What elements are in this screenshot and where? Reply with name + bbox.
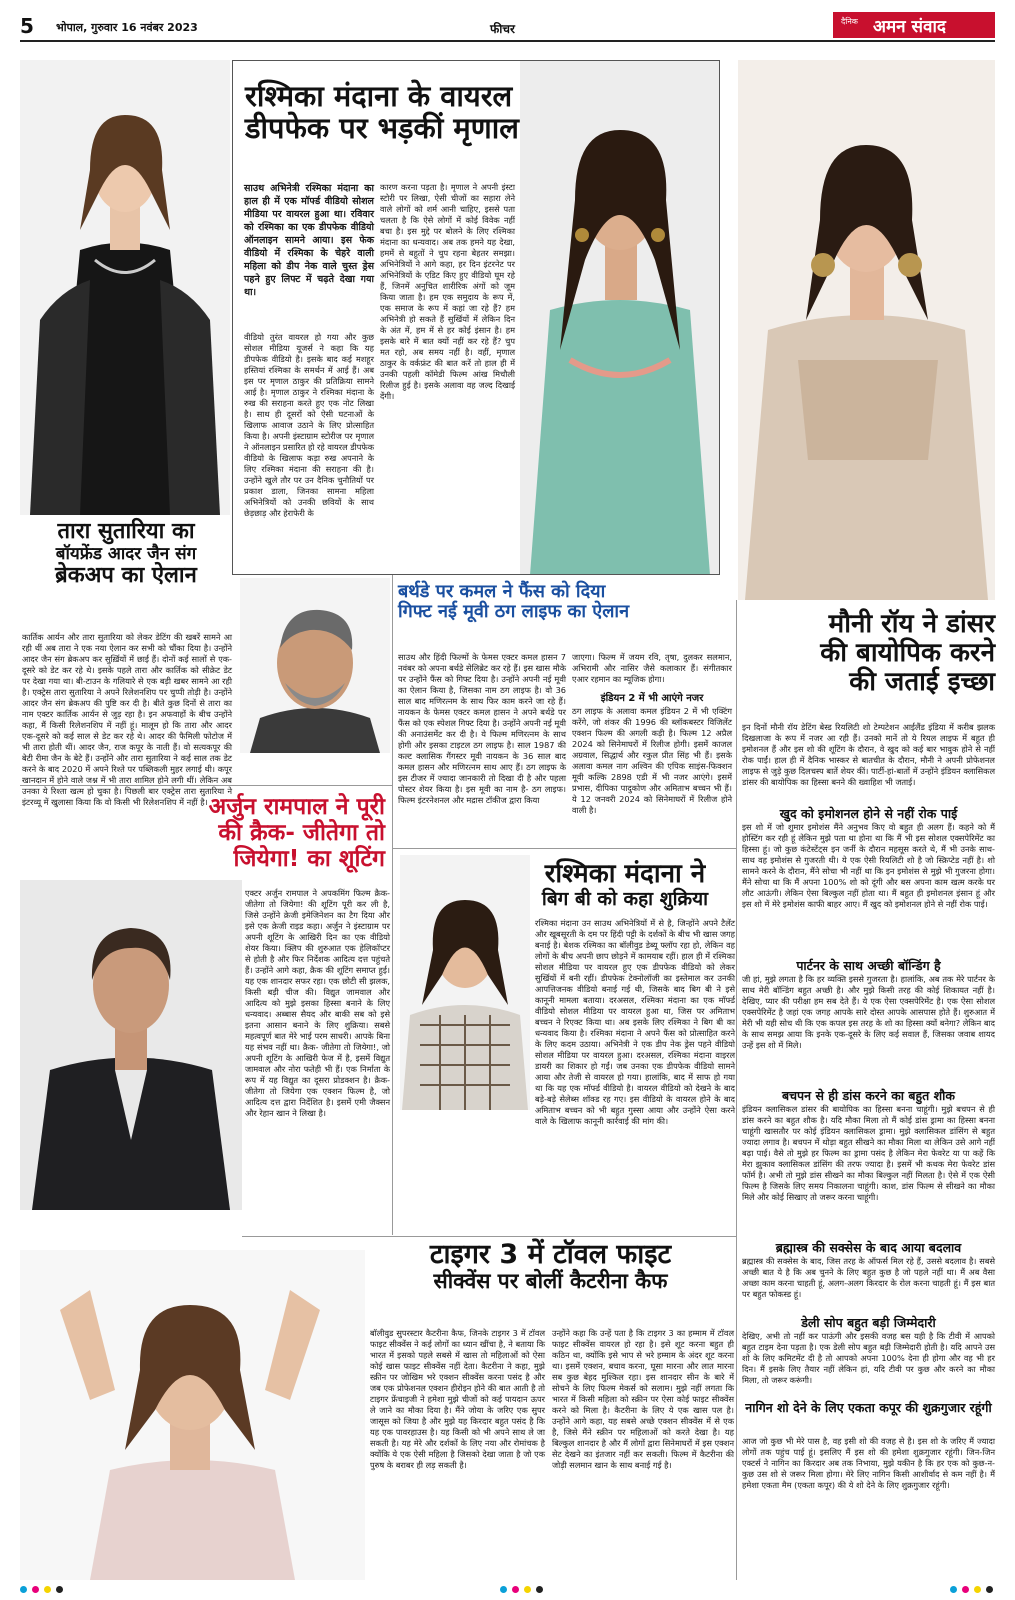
mrunal-column-1: वीडियो तुरंत वायरल हो गया और कुछ सोशल मीडिया यूजर्स ने कहा कि यह डीपफेक वीडियो है। इसके बाद कई मशहूर हस्तियां रश्मिका के समर्थन में आई हैं। अब इस पर मृणाल ठाकुर की प्रतिक्रिया सामने आई है। मृणाल ठाकुर ने रश्मिका मंदाना के रुख की सराहना करते हुए एक नोट लिखा है। साथ ही दूसरों को ऐसी घटनाओं के खिलाफ आवाज उठाने के लिए प्रोत्साहित किया है। अपनी इंस्टाग्राम स्टोरीज पर मृणाल ने ऑनलाइन प्रसारित हो रहे वायरल डीपफेक वीडियो के खिलाफ कड़ा रुख अपनाने के लिए रश्मिका मंदाना की सराहना की है। उन्होंने खुले तौर पर उन दैनिक चुनौतियों पर प्रकाश डाला, जिनका सामना महिला अभिनेत्रियों को उनकी छवियों के साथ छेड़छाड़ और हेराफेरी के	[244, 332, 375, 518]
mouni-subheading-2: पार्टनर के साथ अच्छी बॉन्डिंग है	[796, 958, 941, 973]
headline-arjun-line3: जियेगा! का शूटिंग	[233, 845, 385, 872]
mouni-intro: इन दिनों मौनी रॉय डेटिंग बेस्ड रियलिटी शो टेम्पटेशन आईलैंड इंडिया में करीब झलक दिखलाजा के रूप में नजर आ रही हैं। उनको मानें तो ये रियल लाइफ में बहुत ही इमोशनल हैं और इस शो की शूटिंग के दौरान, वे खुद को कई बार भावुक होने से नहीं रोक पाईं। हाल ही में दैनिक भास्कर से बातचीत के दौरान, मौनी ने अपनी प्रोफेशनल लाइफ से जुड़े कुछ दिलचस्प बातें शेयर कीं। पार्टी-हां-बातों में उन्होंने इंडियन क्लासिकल डांसर की बायोपिक का हिस्सा बनने की ख्वाहिश भी जताई।	[742, 722, 995, 787]
column-rule	[736, 600, 737, 1580]
headline-tara-line2: बॉयफ्रेंड आदर जैन संग	[55, 543, 197, 564]
brand-logo	[833, 12, 995, 38]
registration-dot	[950, 1586, 957, 1593]
headline-mouni-line2: की बायोपिक करने	[820, 638, 995, 669]
registration-dot	[500, 1586, 507, 1593]
headline-katrina	[368, 1240, 733, 1294]
headline-kamal	[398, 582, 728, 622]
headline-arjun-line1: अर्जुन रामपाल ने पूरी	[208, 794, 385, 820]
mouni-para-2: जी हां, मुझे लगता है कि हर व्यक्ति इससे गुजरता है। हालांकि, अब तक मेरे पार्टनर के साथ मेरी बॉन्डिंग बहुत अच्छी है। और मुझे किसी तरह की कोई शिकायत नहीं है। देखिए, प्यार की परीक्षा हम सब देते हैं। ये एक ऐसा एक्सपेरिमेंट है। एक ऐसा सोशल एक्सपेरिमेंट है जहां एक जगह आपके सारे दोस्त आपके आसपास होते हैं। शुरुआत में मेरी भी यही सोच थी कि एक कपल इस तरह के शो का हिस्सा क्यों बनेगा? लेकिन बाद के साथ समझ आया कि इनके एक-दूसरे के लिए कई सवाल हैं, जिसका जवाब शायद उन्हें इस शो में मिले।	[742, 974, 995, 1050]
mouni-subheading-6: नागिन शो देने के लिए एकता कपूर की शुक्रगुजार रहूंगी	[745, 1400, 992, 1415]
katrina-column-2: उन्होंने कहा कि उन्हें पता है कि टाइगर 3 का हम्माम में टॉवल फाइट सीक्वेंस वायरल हो रहा है। इसे शूट करना बहुत ही कठिन था, क्योंकि इसे भाप से भरे हम्माम के अंदर शूट करना था। इसमें एक्शन, बचाव करना, घूसा मारना और लात मारना सब कुछ बेहद मुश्किल रहा। इस शानदार सीन के बारे में सोचने के लिए फिल्म मेकर्स को सलाम। मुझे नहीं लगता कि भारत में किसी महिला को स्क्रीन पर ऐसा कोई फाइट सीक्वेंस करने को मिला है। कैटरीना के लिए ये एक खास पल है। उन्होंने आगे कहा, यह सबसे अच्छे एक्शन सीक्वेंस में से एक है, जिसे मैंने स्क्रीन पर महिलाओं को करते देखा है। यह बिल्कुल शानदार है और मैं लोगों द्वारा सिनेमाघरों में इस एक्शन सेट देखने का इंतजार नहीं कर सकती। फिल्म में कैटरीना की जोड़ी सलमान खान के साथ बनाई गई है।	[552, 1328, 734, 1470]
headline-mouni-line3: की जताई इच्छा	[849, 667, 995, 698]
mouni-para-5: देखिए, अभी तो नहीं कर पाऊंगी और इसकी वजह बस यही है कि टीवी में आपको बहुत टाइम देना पड़ता है। एक डेली सोप बहुत बड़ी जिम्मेदारी होती है। यदि आपने उस शो के लिए कमिटमेंट दी है तो आपको अपना 100% देना ही होगा और वह भी हर दिन। मैं इसके लिए तैयार नहीं लेकिन हां, यदि टीवी पर कुछ और करने का मौका मिला, तो जरूर करूंगी।	[742, 1331, 995, 1385]
tara-body: कार्तिक आर्यन और तारा सुतारिया को लेकर डेटिंग की खबरें सामने आ रही थीं अब तारा ने एक नया ऐलान कर सभी को चौंका दिया है। उन्होंने आदर जैन संग ब्रेकअप कर सुर्ख़ियों में छाई हैं। दोनों कई सालों से एक-दूसरे को डेट कर रहे थे। इसके पहले तारा और कार्तिक को सीक्रेट डेट पर देखा गया था। बी-टाउन के गलियारे से एक बड़ी खबर सामने आ रही है। एक्ट्रेस तारा सुतारिया ने अपने रिलेशनशिप पर चुप्पी तोड़ी है। उन्होंने आदर जैन संग ब्रेकअप की पुष्टि कर दी है। बीते कुछ दिनों से तारा का नाम एक्टर कार्तिक आर्यन से जुड़ रहा है। इन अफवाहों के बीच उन्होंने कहा, मैं किसी रिलेशनशिप में नहीं हूं। मालूम हो कि तारा और आदर एक-दूसरे को कई साल से डेट कर रहे थे। आदर की फैमिली फोटोज में भी तारा होती थीं। आदर जैन, राज कपूर के नाती हैं। वो सत्यकपूर की बेटी रीमा जैन के बेटे हैं। उन्होंने और तारा सुतारिया ने कई साल तक डेट करने के बाद 2020 में अपने रिश्ते पर पब्लिकली मुहर लगाई थी। कपूर खानदान में होने वाले जश्न में भी तारा शामिल होने लगी थीं। लेकिन अब उनका ये रिश्ता खत्म हो चुका है। पिछली बार एक्ट्रेस तारा सुतारिया ने इंटरव्यू में खुलासा किया कि वो किसी भी रिलेशनशिप में नहीं है।	[22, 632, 232, 807]
registration-dot	[974, 1586, 981, 1593]
headline-katrina-line1: टाइगर 3 में टॉवल फाइट	[429, 1239, 672, 1270]
mrunal-lead: साउथ अभिनेत्री रश्मिका मंदाना का हाल ही में एक मॉर्फ्ड वीडियो सोशल मीडिया पर वायरल हुआ था। रविवार को रश्मिका का एक डीपफेक वीडियो ऑनलाइन सामने आया। इस फेक वीडियो में रश्मिका के चेहरे वाली महिला को डीप नेक वाले चुस्त ड्रेस पहने हुए लिफ्ट में चढ़ते देखा गया था।	[244, 183, 374, 298]
mouni-subheading-4: ब्रह्मास्त्र की सक्सेस के बाद आया बदलाव	[775, 1240, 962, 1255]
headline-tara	[22, 520, 230, 588]
mouni-para-1: इस शो में जो शुमार इमोशंस मैंने अनुभव किए वो बहुत ही अलग हैं। कहने को मैं होस्टिंग कर रही हूं लेकिन मुझे पता था होना था कि मैं भी इस सोशल एक्सपेरिमेंट का हिस्सा हूं। जो कुछ कंटेस्टेंट्स इन जर्नी के दौरान महसूस करते थे, मैं भी उनके साथ-साथ वह इमोशंस से गुजरती थी। ये एक ऐसी रियलिटी शो है जो स्क्रिप्टेड नहीं है। शो सामने करने के दौरान, मैंने सोचा भी नहीं था कि इन इमोशंस से मुझे भी गुजरना होगा। मैंने सोचा था कि मैं अपना 100% शो को दूंगी और बस अपना काम खत्म करके घर लौट आऊंगी। लेकिन ऐसा बिल्कुल नहीं होता था। मैं बहुत ही इमोशनल इंसान हूं और इस शो में मेरे इमोशंस काफी बाहर आए। मैं खुद को इमोशनल होने से नहीं रोक पाई।	[742, 822, 995, 909]
brand-name: अमन संवाद	[873, 17, 946, 37]
registration-dot	[962, 1586, 969, 1593]
headline-mouni-line1: मौनी रॉय ने डांसर	[828, 609, 995, 639]
masthead	[20, 12, 995, 42]
headline-rashmika-line2: बिग बी को कहा शुक्रिया	[541, 888, 709, 911]
registration-dot	[56, 1586, 63, 1593]
kamal-column-2: जाएगा। फिल्म में जयम रवि, तृषा, दुलकर सलमान, अभिरामी और नासिर जैसे कलाकार हैं। संगीतकार एआर रहमान का म्यूजिक होगा।	[572, 652, 732, 684]
headline-rashmika-line1: रश्मिका मंदाना ने	[544, 859, 706, 889]
printer-registration-marks	[20, 1586, 995, 1594]
photo-arjun-rampal	[20, 880, 242, 1210]
photo-mouni-roy	[738, 60, 995, 600]
section-divider	[20, 785, 392, 786]
mouni-subheading-5: डेली सोप बहुत बड़ी जिम्मेदारी	[801, 1315, 936, 1330]
registration-dot	[32, 1586, 39, 1593]
brand-prefix: दैनिक	[841, 17, 858, 26]
headline-mrunal	[245, 80, 535, 145]
mrunal-column-2: कारण करना पड़ता है। मृणाल ने अपनी इंस्टा स्टोरी पर लिखा, ऐसी चीजों का सहारा लेने वाले लोगों को शर्म आनी चाहिए, इससे पता चलता है कि ऐसे लोगों में कोई विवेक नहीं बचा है। इस मुद्दे पर बोलने के लिए रश्मिका मंदाना का धन्यवाद। अब तक हमने यह देखा, हममें से बहुतों ने चुप रहना बेहतर समझा। अभिनेत्रियों ने आगे कहा, हर दिन इंटरनेट पर अभिनेत्रियों के एडिट किए हुए वीडियो घूम रहे हैं, जिनमें अनुचित शारीरिक अंगों को जूम किया जाता है। हम एक समुदाय के रूप में, एक समाज के रूप में कहां जा रहे हैं? हम अभिनेत्री हो सकते हैं सुर्खियों में लेकिन दिन के अंत में, हम में से हर कोई इंसान है। हम इसके बारे में बात क्यों नहीं कर रहे हैं? चुप मत रहो, अब समय नहीं है। वहीं, मृणाल ठाकुर के वर्कफ्रंट की बात करें तो हाल ही में उनकी पहली कॉमेडी फिल्म आंख मिचौली रिलीज हुई है। इसके अलावा वह जल्द दिखाई देंगी।	[380, 182, 515, 401]
photo-rashmika-mandanna	[400, 855, 530, 1110]
registration-dot	[20, 1586, 27, 1593]
arjun-body: एक्टर अर्जुन रामपाल ने अपकमिंग फिल्म क्रैक- जीतेगा तो जियेगा! की शूटिंग पूरी कर ली है, जिसे उन्होंने क्रेजी इमेजिनेशन का टैग दिया और इसे एक क्रेजी राइड कहा। अर्जुन ने इंस्टाग्राम पर अपनी शूटिंग के आखिरी दिन का एक वीडियो शेयर किया। क्लिप की शुरुआत एक हेलिकॉप्टर से होती है और फिर निर्देशक आदित्य दत्त पहुंचते हैं। उन्होंने आगे कहा, क्रैक की शूटिंग समाप्त हुई। यह एक शानदार सफर रहा। एक छोटी सी झलक, किसी बड़ी चीज की। विद्युत जामवाल और आदित्य को मुझे इसका हिस्सा बनाने के लिए धन्यवाद। अब्बास सैयद और बाकी सब को इसे इतना आसान बनाने के लिए शुक्रिया। सबसे महत्वपूर्ण बात मेरे भाई परम साधरी। आपके बिना यह संभव नहीं था। क्रैक- जीतेगा तो जियेगा!, जो अपनी शूटिंग के आखिरी फेज में है, इसमें विद्युत जामवाल और नोरा फतेही भी हैं। एक निर्माता के रूप में यह विद्युत का दूसरा प्रोडक्शन है। क्रैक-जीतेगा तो जियेगा एक एक्शन फिल्म है, जो आदित्य दत्त द्वारा निर्देशित है। इसमें एमी जैक्सन और रेहान खान ने लिखा है।	[245, 888, 390, 1118]
section-label: फीचर	[490, 22, 515, 36]
headline-kamal-line1: बर्थडे पर कमल ने फैंस को दिया	[398, 581, 606, 602]
katrina-column-1: बॉलीवुड सुपरस्टार कैटरीना कैफ, जिनके टाइगर 3 में टॉवल फाइट सीक्वेंस ने कई लोगों का ध्यान खींचा है, ने बताया कि भारत में इसको पहले सबसे में खास तो महिलाओं को ऐसा कोई खास फाइट सीक्वेंस नहीं देता। कैटरीना ने कहा, मुझे स्क्रीन पर जोखिम भरे एक्शन सीक्वेंस करना पसंद है और जब एक प्रोफेशनल एक्शन हीरोइन होने की बात आती है तो टाइगर फ्रेंचाइजी ने हमेशा मुझे चीजों को कई पायदान ऊपर ले जाने का मौका दिया है। मैंने जोया के जरिए एक सुपर जासूस को जिया है और मुझे यह किरदार बहुत पसंद है कि यह एक पावरहाउस है। यह किसी को भी अपने साथ ले जा सकती है। यह मेरे और दर्शकों के लिए नया और रोमांचक है क्योंकि ये एक ऐसी महिला है जिसको देखा जाता है जो एक पुरुष के बराबर ही लड़ सकती है।	[370, 1328, 545, 1470]
registration-dot	[512, 1586, 519, 1593]
headline-rashmika	[515, 860, 735, 910]
headline-katrina-line2: सीक्वेंस पर बोलीं कैटरीना कैफ	[433, 1269, 668, 1294]
photo-tara-sutaria	[20, 60, 230, 515]
registration-dot	[44, 1586, 51, 1593]
headline-tara-line3: ब्रेकअप का ऐलान	[55, 562, 197, 588]
photo-kamal-haasan	[240, 578, 390, 753]
registration-dot	[536, 1586, 543, 1593]
headline-mouni	[740, 610, 995, 697]
mouni-para-6: आज जो कुछ भी मेरे पास है, वह इसी शो की वजह से है। इस शो के जरिए मैं ज्यादा लोगों तक पहुंच पाई हूं। इसलिए मैं इस शो की हमेशा शुक्रगुजार रहूंगी। जिन-जिन एक्टर्स ने नागिन का किरदार अब तक निभाया, मुझे यकीन है कि हर एक को कुछ-न-कुछ उस शो से जरूर मिला होगा। मेरे लिए नागिन किसी आशीर्वाद से कम नहीं है। मैं हमेशा एकता मैम (एकता कपूर) की ये शो देने के लिए शुक्रगुजार रहूंगी।	[742, 1436, 995, 1490]
headline-kamal-line2: गिफ्ट नई मूवी ठग लाइफ का ऐलान	[398, 601, 630, 623]
registration-dot	[986, 1586, 993, 1593]
section-divider	[242, 1236, 736, 1237]
mouni-subheading-1: खुद को इमोशनल होने से नहीं रोक पाई	[779, 806, 958, 821]
headline-mrunal-line1: रश्मिका मंदाना के वायरल	[245, 79, 513, 113]
rashmika-body: रश्मिका मंदाना उन साउथ अभिनेत्रियों में से है, जिन्होंने अपने टैलेंट और खूबसूरती के दम पर हिंदी पट्टी के दर्शकों के बीच भी खास जगह बनाई है। बेशक रश्मिका का बॉलीवुड डेब्यू फ्लॉप रहा हो, लेकिन वह लोगों के बीच अपनी छाप छोड़ने में कामयाब रहीं। हाल ही में रश्मिका सोशल मीडिया पर वायरल हुए एक डीपफेक वीडियो को लेकर सुर्खियों में बनी रहीं। डीपफेक टेक्नोलॉजी का इस्तेमाल कर उनकी आपत्तिजनक वीडियो बनाई गई थी, जिसके बाद बिग बी ने इसे कानूनी मामला बताया। दरअसल, रश्मिका मंदाना का एक मॉर्फ्ड वीडियो सोशल मीडिया पर वायरल हुआ था, जिस पर अमिताभ बच्चन ने रिएक्ट किया था। अब इसके लिए रश्मिका ने बिग बी का धन्यवाद किया है। रश्मिका मंदाना ने अपने फैंस को प्रोत्साहित करने के लिए कदम उठाया। अभिनेत्री ने एक डीप नेक ड्रेस पहने वीडियो सोशल मीडिया पर वायरल हुआ। दरअसल, रश्मिका मंदाना वाइरल डायरी का शिकार हो गईं। जब उनका एक डीपफेक वीडियो सामने आया और तेजी से वायरल हो गया। हालांकि, बाद में साफ हो गया था कि यह एक मॉर्फ्ड वीडियो है। वायरल वीडियो को देखने के बाद बड़े-बड़े सेलेब्स शॉक्ड रह गए। इस वीडियो के वायरल होने के बाद अमिताभ बच्चन को भी बहुत गुस्सा आया और उन्होंने ऐसा करने वाले के खिलाफ कानूनी कार्रवाई की मांग की।	[535, 918, 735, 1126]
mouni-para-3: इंडियन क्लासिकल डांसर की बायोपिक का हिस्सा बनना चाहूंगी। मुझे बचपन से ही डांस करने का बहुत शौक है। यदि मौका मिला तो मैं कोई डांस ड्रामा का हिस्सा बनना चाहूंगी खासतौर पर कोई इंडियन क्लासिकल ड्रामा। मुझे क्लासिकल डांसिंग से बहुत ज्यादा लगाव है। बचपन में थोड़ा बहुत सीखने का मौका मिला था लेकिन उसे आगे नहीं बढ़ा पाई। वैसे तो मुझे हर फिल्म का ड्रामा पसंद है लेकिन मेरा फेवरेट या पा कहें कि मेरा झुकाव क्लासिकल डांसिंग की तरफ ज्यादा है। इसमें भी कथक मेरा फेवरेट डांस फॉर्म है। अभी तो मुझे डांस सीखने का मौका बिल्कुल नहीं मिलता है। ऐसे में एक ऐसी फिल्म है जिसके लिए समय निकालना चाहूंगी। काश, डांस फिल्म से सीखने का मौका मिले और कोई सिखाए तो जरूर करना चाहूंगी।	[742, 1104, 995, 1202]
kamal-column-2b: ठग लाइफ के अलावा कमल इंडियन 2 में भी एक्टिंग करेंगे, जो शंकर की 1996 की ब्लॉकबस्टर विजिलेंट एक्शन फिल्म की अगली कड़ी है। फिल्म 12 अप्रैल 2024 को सिनेमाघरों में रिलीज होगी। इसमें काजल अग्रवाल, सिद्धार्थ और रकुल प्रीत सिंह भी हैं। इसके अलावा कमल नाग अश्विन की एपिक साइंस-फिक्शन मूवी कल्कि 2898 एडी में भी नजर आएंगे। इसमें प्रभास, दीपिका पादुकोण और अमिताभ बच्चन भी हैं। ये 12 जनवरी 2024 को सिनेमाघरों में रिलीज होने वाली है।	[572, 706, 732, 815]
registration-dot	[524, 1586, 531, 1593]
dateline: भोपाल, गुरुवार 16 नवंबर 2023	[56, 21, 198, 34]
photo-katrina-kaif	[20, 1250, 365, 1580]
mouni-subheading-3: बचपन से ही डांस करने का बहुत शौक	[781, 1088, 955, 1103]
headline-arjun-line2: की क्रैक- जीतेगा तो	[218, 819, 385, 846]
page-number: 5	[20, 14, 34, 38]
headline-mrunal-line2: डीपफेक पर भड़कीं मृणाल	[245, 111, 519, 146]
mouni-para-4: ब्रह्मास्त्र की सक्सेस के बाद, जिस तरह के ऑफर्स मिल रहे हैं, उससे बदलाव है। सबसे अच्छी बात ये है कि अब चुनने के लिए बहुत कुछ है जो पहले नहीं था। मैं अब वैसा अच्छा काम करना चाहती हूं, अलग-अलग किरदार के रोल करना चाहती हूं। मैं इस बात पर बहुत फोकस्ड हूं।	[742, 1256, 995, 1299]
kamal-subheading: इंडियन 2 में भी आएंगे नजर	[600, 693, 704, 704]
column-rule	[392, 575, 393, 1235]
kamal-column-1: साउथ और हिंदी फिल्मों के फेमस एक्टर कमल हासन 7 नवंबर को अपना बर्थडे सेलिब्रेट कर रहे हैं। इस खास मौके पर उन्होंने फैंस को गिफ्ट दिया है। उन्होंने अपनी नई मूवी का ऐलान किया है, जिसका नाम ठग लाइफ है। वो 36 साल बाद मणिरत्नम के साथ फिर काम करने जा रहे हैं। नायकन के फेमस एक्टर कमल हासन ने अपने बर्थडे पर फैंस को एक स्पेशल गिफ्ट दिया है। उन्होंने अपनी नई मूवी की अनाउंसमेंट कर दी है। ये फिल्म मणिरत्नम के साथ होगी और इसका टाइटल ठग लाइफ है। साल 1987 की कल्ट क्लासिक गैंगस्टर मूवी नायकन के 36 साल बाद कमल हासन और मणिरत्नम साथ आए हैं। ठग लाइफ के इस टीजर में ज्यादा जानकारी तो दिखा दी है और पहला पोस्टर शेयर किया है। इस मूवी का नाम है- ठग लाइफ। फिल्म इंटरनेशनल और मद्रास टॉकीज द्वारा किया	[398, 652, 566, 805]
section-divider	[392, 848, 736, 849]
headline-tara-line1: तारा सुतारिया का	[57, 519, 195, 544]
